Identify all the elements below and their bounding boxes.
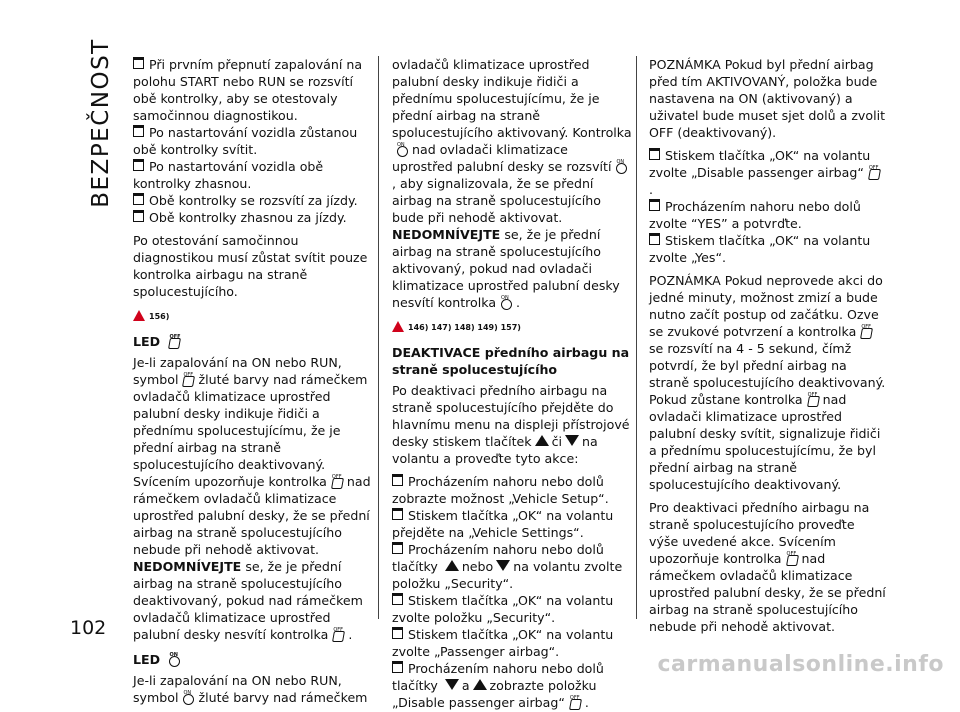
warning-icon: [133, 310, 145, 321]
led-off-heading: LED OFF: [133, 334, 181, 349]
column-divider: [636, 56, 637, 619]
paragraph: Je-li zapalování na ON nebo RUN, symbol ON žluté barvy nad rámečkem: [133, 673, 368, 705]
airbag-off-icon: OFF: [181, 373, 195, 386]
list-item: Po nastartování vozidla zůstanou obě kontrolky svítit.: [133, 124, 371, 158]
deactivation-heading: DEAKTIVACE předního airbagu na straně spolucestujícího: [392, 345, 630, 377]
airbag-off-icon: OFF: [167, 335, 181, 348]
list-item: Stiskem tlačítka „OK“ na volantu přejděte na „Vehicle Settings“.: [392, 507, 632, 541]
note-paragraph: POZNÁMKA Pokud byl přední airbag před tím AKTIVOVANÝ, položka bude nastavena na ON (aktivovaný) a uživatel bude muset sjet dolů a zvolit OFF (deaktivovaný).: [649, 57, 886, 140]
airbag-on-icon: ON: [181, 691, 195, 704]
paragraph: Je-li zapalování na ON nebo RUN, symbol OFF žluté barvy nad rámečkem ovladačů klimatizace uprostřed palubní desky indikuje řidiči a přednímu spolucestujícímu, že je přední airbag na straně spolucestujícího deaktivovaný. Svícením upozorňuje kontrolka OFF nad rámečkem ovladačů klimatizace uprostřed palubní desky, že se přední airbag na straně spolucestujícího nebude při nehodě aktivovat. NEDOMNÍVEJTE se, že je přední airbag na straně spolucestujícího deaktivovaný, pokud nad rámečkem ovladačů klimatizace uprostřed palubní desky nesvítí kontrolka OFF .: [133, 355, 371, 642]
page-number: 102: [70, 617, 107, 639]
list-item: Po nastartování vozidla obě kontrolky zhasnou.: [133, 158, 371, 192]
airbag-off-icon: OFF: [806, 393, 820, 406]
arrow-down-icon: [565, 435, 579, 446]
list-item: Stiskem tlačítka „OK“ na volantu zvolte „Yes“.: [649, 232, 887, 266]
column-3: [649, 56, 887, 641]
airbag-on-icon: ON: [167, 653, 181, 666]
list-item: Obě kontrolky se rozsvítí za jízdy.: [133, 192, 371, 209]
airbag-on-icon: ON: [614, 160, 628, 173]
section-title: BEZPEČNOST: [88, 38, 114, 208]
list-item: Při prvním přepnutí zapalování na polohu START nebo RUN se rozsvítí obě kontrolky, aby se otestovaly samočinnou diagnostikou.: [133, 56, 371, 124]
airbag-off-icon: OFF: [785, 552, 799, 565]
paragraph: ovladačů klimatizace uprostřed palubní desky indikuje řidiči a přednímu spolucestujícímu, že je přední airbag na straně spolucestujícího aktivovaný. Kontrolka ON nad ovladači klimatizace uprostřed palubní desky se rozsvítí ON , aby signalizovala, že se přední airbag na straně spolucestujícího bude při nehodě aktivovat. NEDOMNÍVEJTE se, že je přední airbag na straně spolucestujícího aktivovaný, pokud nad ovladači klimatizace uprostřed palubní desky nesvítí kontrolka ON .: [392, 57, 632, 310]
airbag-off-icon: OFF: [568, 696, 582, 709]
warning-reference: 156): [133, 308, 371, 325]
warning-reference: 146) 147) 148) 149) 157): [392, 319, 632, 336]
list-item: Procházením nahoru nebo dolů zobrazte možnost „Vehicle Setup“.: [392, 473, 632, 507]
airbag-off-icon: OFF: [859, 325, 873, 338]
list-item: Stiskem tlačítka „OK“ na volantu zvolte „Passenger airbag“.: [392, 626, 632, 660]
column-divider: [378, 56, 379, 619]
column-2: [392, 56, 632, 711]
arrow-down-icon: [496, 560, 510, 571]
arrow-up-icon: [445, 560, 459, 571]
note-paragraph: POZNÁMKA Pokud neprovede akci do jedné minuty, možnost zmizí a bude nutno začít postup od začátku. Ozve se zvukové potvrzení a kontrolka OFF se rozsvítí na 4 - 5 sekund, čímž potvrdí, že byl přední airbag na straně spolucestujícího deaktivovaný. Pokud zůstane kontrolka OFF nad ovladači klimatizace uprostřed palubní desky svítit, signalizuje řidiči a přednímu spolucestujícímu, že byl přední airbag na straně spolucestujícího deaktivovaný.: [649, 273, 886, 492]
paragraph: Po deaktivaci předního airbagu na straně spolucestujícího přejděte do hlavnímu menu na displeji přístrojové desky stiskem tlačítek či na volantu a proveďte tyto akce:: [392, 383, 630, 466]
watermark: carmanualsonline.info: [657, 652, 944, 677]
airbag-on-icon: ON: [395, 143, 409, 156]
arrow-down-icon: [445, 679, 459, 690]
list-item: Procházením nahoru nebo dolů tlačítky nebo na volantu zvolte položku „Security“.: [392, 541, 632, 592]
led-on-heading: LED ON: [133, 651, 371, 668]
list-item: Stiskem tlačítka „OK“ na volantu zvolte položku „Security“.: [392, 592, 632, 626]
column-1: [133, 56, 371, 712]
airbag-off-icon: OFF: [867, 166, 881, 179]
list-item: Procházením nahoru nebo dolů zvolte “YES” a potvrďte.: [649, 198, 887, 232]
arrow-up-icon: [535, 435, 549, 446]
paragraph: Pro deaktivaci předního airbagu na straně spolucestujícího proveďte výše uvedené akce. Svícením upozorňuje kontrolka OFF nad rámečkem ovladačů klimatizace uprostřed palubní desky, že se přední airbag na straně spolucestujícího nebude při nehodě aktivovat.: [649, 500, 886, 634]
list-item: Obě kontrolky zhasnou za jízdy.: [133, 209, 371, 226]
arrow-up-icon: [473, 679, 487, 690]
list-item: Procházením nahoru nebo dolů tlačítky a zobrazte položku „Disable passenger airbag“ OFF .: [392, 660, 632, 711]
airbag-on-icon: ON: [499, 296, 513, 309]
airbag-off-icon: OFF: [330, 475, 344, 488]
paragraph: Po otestování samočinnou diagnostikou musí zůstat svítit pouze kontrolka airbagu na straně spolucestujícího.: [133, 233, 368, 299]
airbag-off-icon: OFF: [331, 628, 345, 641]
warning-icon: [392, 321, 404, 332]
list-item: Stiskem tlačítka „OK“ na volantu zvolte „Disable passenger airbag“ OFF .: [649, 147, 887, 198]
